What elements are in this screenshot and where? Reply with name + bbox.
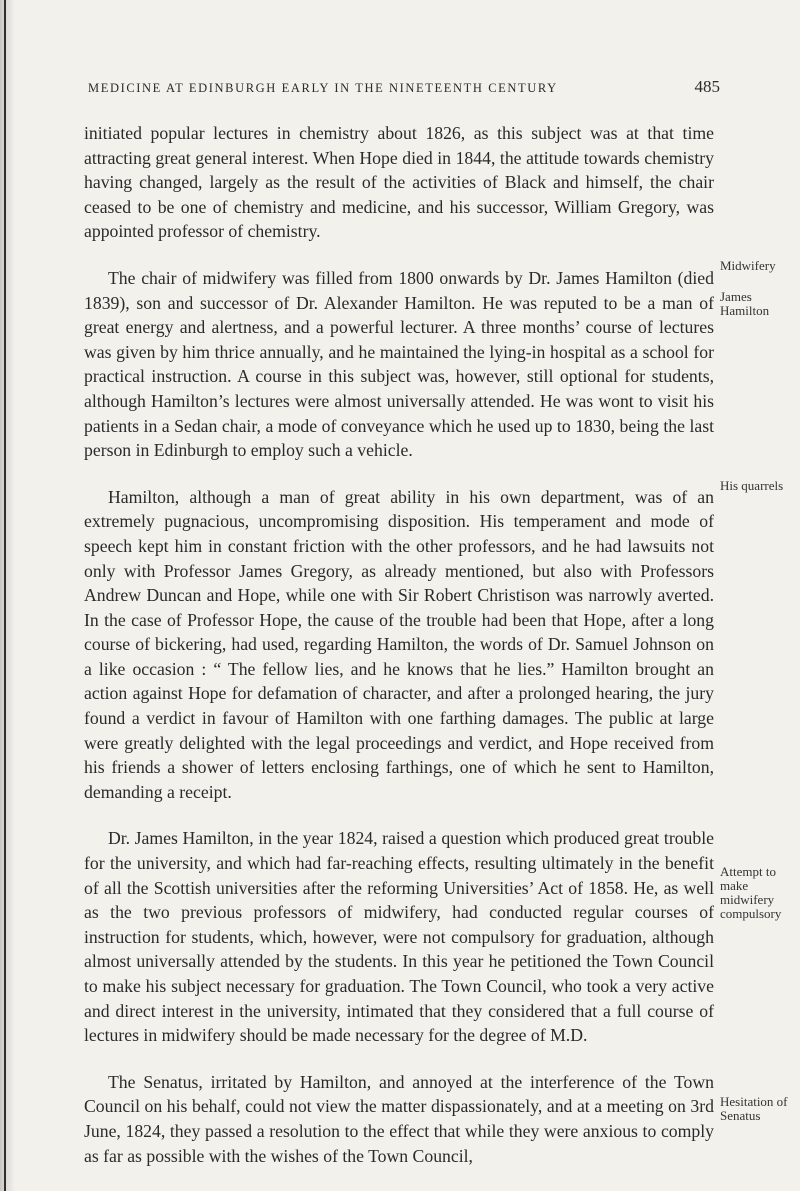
paragraph-2: The chair of midwifery was filled from 1800 onwards by Dr. James Hamilton (died 1839), son and successor of Dr. Alexander Hamilton. He was reputed to be a man of great energy and alertness, and a powerful lecturer. A three months’ course of lectures was given by him thrice annually, and he maintained the lying-in hospital as a school for practical instruction. A course in this subject was, however, still optional for students, although Hamilton’s lectures were almost universally attended. He was wont to visit his patients in a Sedan chair, a mode of conveyance which he used up to 1830, being the last person in Edinburgh to employ such a vehicle. — [84, 267, 714, 461]
page-number: 485 — [694, 77, 720, 96]
paragraph-3: Hamilton, although a man of great ability in his own department, was of an extremely pugnacious, uncompromising disposition. His temperament and mode of speech kept him in constant friction with the other professors, and he had lawsuits not only with Professor James Gregory, as already mentioned, but also with Professors Andrew Duncan and Hope, while one with Sir Robert Christison was narrowly averted. In the case of Professor Hope, the cause of the trouble had been that Hope, after a long course of bickering, had used, regarding Hamilton, the words of Dr. Samuel Johnson on a like occasion : “ The fellow lies, and he knows that he lies.” Hamilton brought an action against Hope for defamation of character, and after a prolonged hearing, the jury found a verdict in favour of Hamilton with one farthing damages. The public at large were greatly delighted with the legal proceedings and verdict, and Hope received from his friends a shower of letters enclosing farthings, one of which he sent to Hamilton, demanding a receipt. — [84, 486, 714, 802]
page-binding-shadow — [0, 0, 14, 1191]
running-header — [88, 77, 720, 97]
body-text — [84, 121, 714, 1190]
sidenote-attempt-compulsory: Attempt to make midwifery compulsory — [720, 864, 782, 921]
sidenote-hesitation-senatus: Hesitation of Senatus — [720, 1094, 788, 1123]
running-title: MEDICINE AT EDINBURGH EARLY IN THE NINETEENTH CENTURY — [88, 81, 558, 95]
paragraph-4: Dr. James Hamilton, in the year 1824, raised a question which produced great trouble for the university, and which had far-reaching effects, resulting ultimately in the benefit of all the Scottish universities after the reforming Universities’ Act of 1858. He, as well as the two previous professors of midwifery, had conducted regular courses of instruction for students, which, however, were not compulsory for graduation, although almost universally attended by the students. In this year he petitioned the Town Council to make his subject necessary for graduation. The Town Council, who took a very active and direct interest in the university, intimated that they considered that a full course of lectures in midwifery should be made necessary for the degree of M.D. — [84, 828, 714, 1046]
sidenote-midwifery: Midwifery — [720, 258, 776, 273]
paragraph-1: initiated popular lectures in chemistry about 1826, as this subject was at that time attracting great general interest. When Hope died in 1844, the attitude towards chemistry having changed, largely as the result of the activities of Black and himself, the chair ceased to be one of chemistry and medicine, and his successor, William Gregory, was appointed professor of chemistry. — [84, 123, 714, 242]
sidenote-james-hamilton: James Hamilton — [720, 289, 770, 318]
sidenote-his-quarrels: His quarrels — [720, 478, 784, 493]
page-binding-edge — [4, 0, 6, 1191]
paragraph-5: The Senatus, irritated by Hamilton, and annoyed at the interference of the Town Council on his behalf, could not view the matter dispassionately, and at a meeting on 3rd June, 1824, they passed a resolution to the effect that while they were anxious to comply as far as possible with the wishes of the Town Council, — [84, 1071, 714, 1166]
